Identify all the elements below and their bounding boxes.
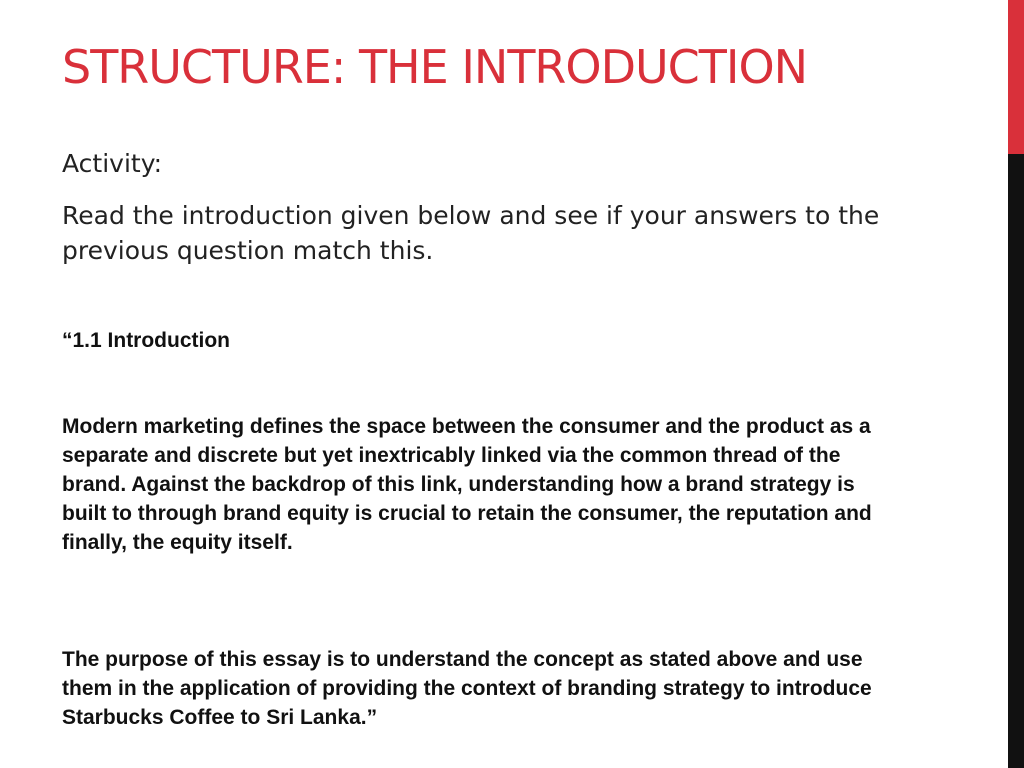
quote-heading: “1.1 Introduction	[62, 329, 230, 352]
quote-paragraph-1: Modern marketing defines the space between the consumer and the product as a separate and discrete but yet inextricably linked via the common thread of the brand. Against the backdrop of this link, understanding how a brand strategy is built to through brand equity is crucial to retain the consumer, the reputation and finally, the equity itself.	[62, 415, 872, 554]
accent-bar-black	[1008, 154, 1024, 768]
quote-paragraph-2: The purpose of this essay is to understand the concept as stated above and use them in the application of providing the context of branding strategy to introduce Starbucks Coffee to Sri Lanka.”	[62, 648, 872, 729]
accent-bar-red	[1008, 0, 1024, 154]
instruction-text: Read the introduction given below and see if your answers to the previous question match this.	[62, 201, 880, 265]
slide-title: STRUCTURE: THE INTRODUCTION	[62, 40, 808, 94]
activity-label: Activity:	[62, 149, 163, 178]
